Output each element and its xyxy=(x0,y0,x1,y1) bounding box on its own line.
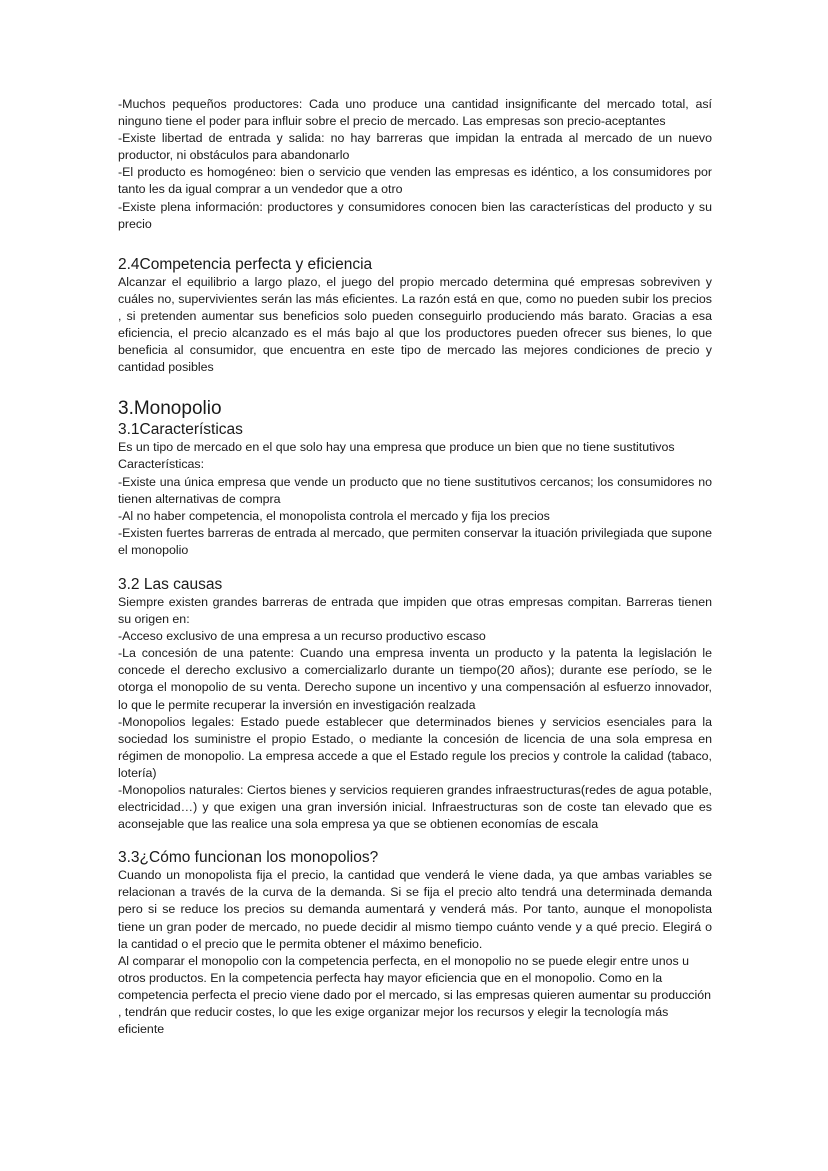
list-item: -Monopolios naturales: Ciertos bienes y servicios requieren grandes infraestructuras(redes de agua potable, electricidad…) y que exigen una gran inversión inicial. Infraestructuras son de coste tan elevado que es aconsejable que las realice una sola empresa ya que se obtienen economías de escala xyxy=(118,783,712,832)
paragraph: Al comparar el monopolio con la competencia perfecta, en el monopolio no se puede elegir entre unos u otros productos. En la competencia perfecta hay mayor eficiencia que en el monopolio. Como en la competencia perfecta el precio viene dado por el mercado, si las empresas quieren aumentar su producción , tendrán que reducir costes, lo que les exige organizar mejor los recursos y elegir la tecnología más eficiente xyxy=(118,953,712,1037)
list-item: -Existe plena información: productores y consumidores conocen bien las características del producto y su precio xyxy=(118,199,712,231)
paragraph: Es un tipo de mercado en el que solo hay una empresa que produce un bien que no tiene sustitutivos xyxy=(118,440,675,455)
list-item: -Acceso exclusivo de una empresa a un recurso productivo escaso xyxy=(118,629,486,644)
list-item: -Muchos pequeños productores: Cada uno produce una cantidad insignificante del mercado total, así ninguno tiene el poder para influir sobre el precio de mercado. Las empresas son precio-aceptantes xyxy=(118,97,712,129)
paragraph: Cuando un monopolista fija el precio, la cantidad que venderá le viene dada, ya que ambas variables se relacionan a través de la curva de la demanda. Si se fija el precio alto tendrá una determinada demanda pero si se reduce los precios su demanda aumentará y venderá más. Por tanto, aunque el monopolista tiene un gran poder de mercado, no puede decidir al mismo tiempo cuánto vende y a qué precio. Elegirá o la cantidad o el precio que le permita obtener el máximo beneficio. xyxy=(118,868,712,951)
paragraph: Características: xyxy=(118,457,205,472)
document-page xyxy=(118,96,712,1038)
list-item: -El producto es homogéneo: bien o servicio que venden las empresas es idéntico, a los consumidores por tanto les da igual comprar a un vendedor que a otro xyxy=(118,165,712,197)
list-item: -Monopolios legales: Estado puede establecer que determinados bienes y servicios esenciales para la sociedad los suministre el propio Estado, o mediante la concesión de licencia de una sola empresa en régimen de monopolio. La empresa accede a que el Estado regule los precios y controle la calidad (tabaco, lotería) xyxy=(118,714,712,780)
list-item: -Existen fuertes barreras de entrada al mercado, que permiten conservar la ituación privilegiada que supone el monopolio xyxy=(118,525,712,557)
intro-bullet-list xyxy=(118,96,712,233)
section-heading-3-3: 3.3¿Cómo funcionan los monopolios? xyxy=(118,849,379,867)
list-item: -Al no haber competencia, el monopolista controla el mercado y fija los precios xyxy=(118,508,550,523)
paragraph: Alcanzar el equilibrio a largo plazo, el juego del propio mercado determina qué empresas sobreviven y cuáles no, supervivientes serán las más eficientes. La razón está en que, como no pueden subir los precios , si pretenden aumentar sus beneficios solo pueden conseguirlo produciendo más barato. Gracias a esa eficiencia, el precio alcanzado es el más bajo al que los productores pueden ofrecer sus bienes, lo que beneficia al consumidor, que encuentra en este tipo de mercado las mejores condiciones de precio y cantidad posibles xyxy=(118,274,712,375)
paragraph: Siempre existen grandes barreras de entrada que impiden que otras empresas compitan. Barreras tienen su origen en: xyxy=(118,594,712,627)
section-heading-3: 3.Monopolio xyxy=(118,398,222,420)
list-item: -Existe libertad de entrada y salida: no hay barreras que impidan la entrada al mercado de un nuevo productor, ni obstáculos para abandonarlo xyxy=(118,131,712,163)
section-heading-2-4: 2.4Competencia perfecta y eficiencia xyxy=(118,255,373,273)
section-heading-3-1: 3.1Características xyxy=(118,421,243,439)
list-item: -La concesión de una patente: Cuando una empresa inventa un producto y la patenta la legislación le concede el derecho exclusivo a comercializarlo durante un tiempo(20 años); durante ese período, se le otorga el monopolio de su venta. Derecho supone un incentivo y una compensación al esfuerzo innovador, lo que le permite recuperar la inversión en investigación realzada xyxy=(118,646,712,712)
list-item: -Existe una única empresa que vende un producto que no tiene sustitutivos cercanos; los consumidores no tienen alternativas de compra xyxy=(118,474,712,506)
section-heading-3-2: 3.2 Las causas xyxy=(118,575,223,593)
